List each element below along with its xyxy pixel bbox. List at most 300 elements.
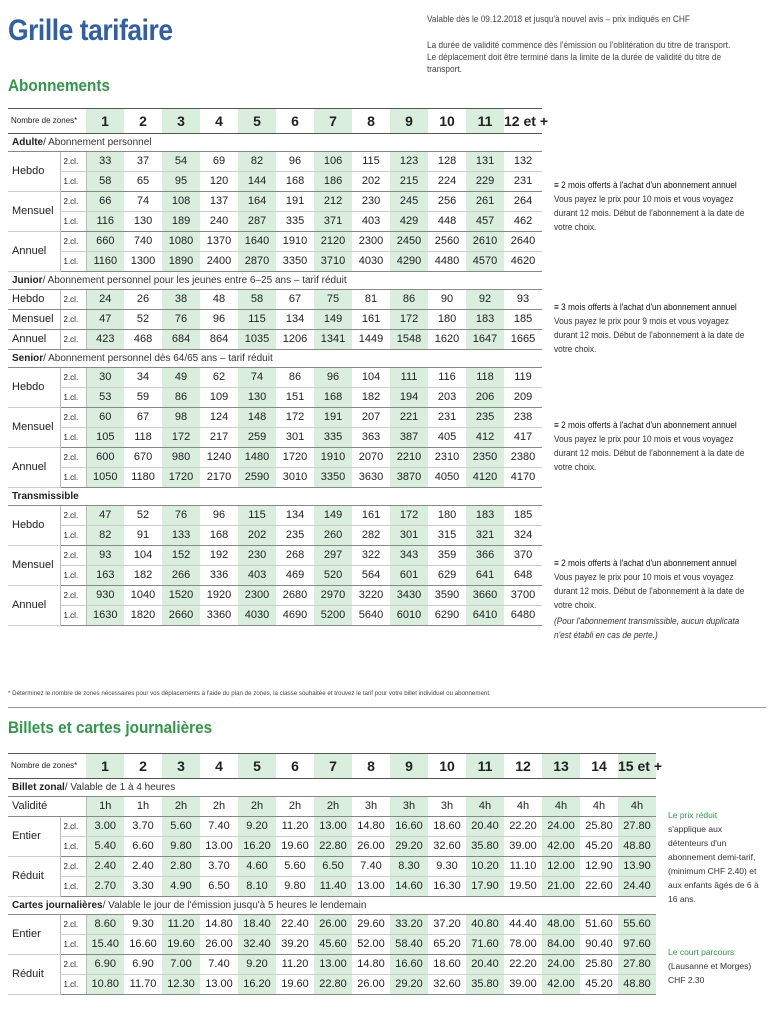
price-cell: 235: [276, 526, 314, 546]
price-cell: 403: [352, 212, 390, 232]
class-label: 2.cl.: [60, 915, 86, 935]
table-row: [8, 172, 542, 192]
price-cell: 172: [390, 506, 428, 526]
price-cell: 11.10: [504, 857, 542, 877]
price-cell: 29.60: [352, 915, 390, 935]
price-cell: 2680: [276, 586, 314, 606]
price-cell: 16.20: [238, 975, 276, 995]
validity-cell: 4h: [618, 797, 656, 817]
price-cell: 168: [276, 172, 314, 192]
price-cell: 11.70: [124, 975, 162, 995]
price-cell: 128: [428, 152, 466, 172]
price-cell: 2560: [428, 232, 466, 252]
table-row: [8, 310, 542, 330]
price-cell: 1548: [390, 330, 428, 350]
price-cell: 3220: [352, 586, 390, 606]
class-label: 2.cl.: [60, 586, 86, 606]
price-cell: 301: [276, 428, 314, 448]
price-cell: 3630: [352, 468, 390, 488]
row-label: Réduit: [8, 955, 60, 995]
price-cell: 3700: [504, 586, 542, 606]
zone-header: 7: [314, 754, 352, 779]
zone-header: 13: [542, 754, 580, 779]
price-cell: 111: [390, 368, 428, 388]
price-cell: 52.00: [352, 935, 390, 955]
price-cell: 207: [352, 408, 390, 428]
zone-header: 8: [352, 109, 390, 134]
price-cell: 3350: [276, 252, 314, 272]
price-cell: 11.20: [276, 955, 314, 975]
price-cell: 1910: [314, 448, 352, 468]
short-note-text: (Lausanne et Morges) CHF 2.30: [668, 961, 752, 985]
price-cell: 3.00: [86, 817, 124, 837]
table-row: [8, 586, 542, 606]
price-cell: 6.90: [124, 955, 162, 975]
price-cell: 9.30: [428, 857, 466, 877]
price-cell: 387: [390, 428, 428, 448]
class-label: 1.cl.: [60, 606, 86, 626]
price-cell: 48: [200, 290, 238, 310]
reduced-note-text: s'applique aux détenteurs d'un abonnement demi-tarif, (minimum CHF 2.40) et aux enfants âgés de 6 à 16 ans.: [668, 824, 759, 904]
price-cell: 134: [276, 506, 314, 526]
price-cell: 6480: [504, 606, 542, 626]
category-name: Transmissible: [12, 491, 79, 502]
price-cell: 144: [238, 172, 276, 192]
price-cell: 37: [124, 152, 162, 172]
price-cell: 14.60: [390, 877, 428, 897]
price-cell: 670: [124, 448, 162, 468]
price-cell: 370: [504, 546, 542, 566]
price-cell: 740: [124, 232, 162, 252]
subscriptions-title: Abonnements: [8, 76, 111, 95]
category-name: Senior: [12, 353, 44, 364]
price-cell: 4.90: [162, 877, 200, 897]
price-cell: 641: [466, 566, 504, 586]
price-cell: 6010: [390, 606, 428, 626]
zone-header: 5: [238, 754, 276, 779]
zone-header: 11: [466, 754, 504, 779]
price-cell: 96: [200, 310, 238, 330]
class-label: 2.cl.: [60, 506, 86, 526]
page-title: Grille tarifaire: [8, 14, 173, 47]
price-cell: 164: [238, 192, 276, 212]
subscription-note: [554, 300, 751, 356]
category-description: / Abonnement personnel pour les jeunes entre 6–25 ans – tarif réduit: [42, 275, 347, 286]
validity-note: Valable dès le 09.12.2018 et jusqu'à nouvel avis – prix indiqués en CHF: [427, 14, 690, 24]
price-cell: 149: [314, 310, 352, 330]
price-cell: 2350: [466, 448, 504, 468]
class-label: 2.cl.: [60, 368, 86, 388]
price-cell: 1480: [238, 448, 276, 468]
class-label: 1.cl.: [60, 388, 86, 408]
price-cell: 231: [504, 172, 542, 192]
price-cell: 648: [504, 566, 542, 586]
price-cell: 336: [200, 566, 238, 586]
price-cell: 16.30: [428, 877, 466, 897]
price-cell: 66: [86, 192, 124, 212]
class-label: 1.cl.: [60, 877, 86, 897]
price-cell: 185: [504, 310, 542, 330]
price-cell: 16.20: [238, 837, 276, 857]
price-cell: 423: [86, 330, 124, 350]
price-cell: 4570: [466, 252, 504, 272]
zone-header: 3: [162, 109, 200, 134]
price-cell: 172: [276, 408, 314, 428]
zone-header: 9: [390, 109, 428, 134]
table-row: [8, 915, 656, 935]
price-cell: 161: [352, 506, 390, 526]
price-cell: 601: [390, 566, 428, 586]
price-cell: 1630: [86, 606, 124, 626]
price-cell: 58: [238, 290, 276, 310]
price-cell: 4030: [352, 252, 390, 272]
price-cell: 261: [466, 192, 504, 212]
class-label: 2.cl.: [60, 232, 86, 252]
note-text: Vous payez le prix pour 10 mois et vous voyagez durant 12 mois. Début de l'abonnement à la date de votre choix.: [554, 194, 745, 232]
price-cell: 62: [200, 368, 238, 388]
price-cell: 6.90: [86, 955, 124, 975]
price-cell: 133: [162, 526, 200, 546]
price-cell: 26.00: [352, 837, 390, 857]
note-headline: ≡ 3 mois offerts à l'achat d'un abonnement annuel: [554, 302, 737, 312]
price-cell: 191: [276, 192, 314, 212]
price-cell: 231: [428, 408, 466, 428]
price-cell: 13.90: [618, 857, 656, 877]
price-cell: 86: [390, 290, 428, 310]
price-cell: 4620: [504, 252, 542, 272]
price-cell: 3430: [390, 586, 428, 606]
price-cell: 3.70: [124, 817, 162, 837]
price-cell: 2.80: [162, 857, 200, 877]
price-cell: 45.60: [314, 935, 352, 955]
price-cell: 86: [162, 388, 200, 408]
price-cell: 22.80: [314, 975, 352, 995]
price-cell: 301: [390, 526, 428, 546]
category-header: [8, 488, 542, 506]
price-cell: 371: [314, 212, 352, 232]
zone-header: 6: [276, 109, 314, 134]
price-cell: 12.90: [580, 857, 618, 877]
price-cell: 5200: [314, 606, 352, 626]
note-italic: (Pour l'abonnement transmissible, aucun duplicata n'est établi en cas de perte.): [554, 616, 740, 640]
row-label: Réduit: [8, 857, 60, 897]
price-cell: 27.80: [618, 817, 656, 837]
short-note-headline: Le court parcours: [668, 947, 735, 957]
price-cell: 29.20: [390, 975, 428, 995]
price-cell: 9.80: [162, 837, 200, 857]
zone-header: 10: [428, 754, 466, 779]
price-cell: 96: [200, 506, 238, 526]
price-cell: 13.00: [314, 955, 352, 975]
price-cell: 37.20: [428, 915, 466, 935]
price-cell: 76: [162, 310, 200, 330]
price-cell: 930: [86, 586, 124, 606]
price-cell: 18.60: [428, 817, 466, 837]
zones-header-label: Nombre de zones*: [8, 109, 86, 134]
price-cell: 9.20: [238, 955, 276, 975]
class-label: 1.cl.: [60, 252, 86, 272]
table-row: [8, 526, 542, 546]
class-label: 2.cl.: [60, 448, 86, 468]
price-cell: 18.60: [428, 955, 466, 975]
price-cell: 137: [200, 192, 238, 212]
table-row: [8, 408, 542, 428]
price-cell: 322: [352, 546, 390, 566]
price-cell: 14.80: [352, 955, 390, 975]
class-label: 2.cl.: [60, 152, 86, 172]
price-cell: 10.20: [466, 857, 504, 877]
price-cell: 182: [352, 388, 390, 408]
subscriptions-table: [8, 108, 548, 626]
price-cell: 217: [200, 428, 238, 448]
price-cell: 2.40: [86, 857, 124, 877]
price-cell: 47: [86, 310, 124, 330]
price-cell: 2610: [466, 232, 504, 252]
price-cell: 264: [504, 192, 542, 212]
short-route-note: [668, 945, 764, 987]
table-row: [8, 152, 542, 172]
price-cell: 3870: [390, 468, 428, 488]
note-headline: ≡ 2 mois offerts à l'achat d'un abonnement annuel: [554, 180, 737, 190]
price-cell: 32.60: [428, 975, 466, 995]
category-description: / Abonnement personnel: [43, 137, 152, 148]
price-cell: 1620: [428, 330, 466, 350]
price-cell: 19.60: [276, 975, 314, 995]
price-cell: 35.80: [466, 975, 504, 995]
price-cell: 2640: [504, 232, 542, 252]
row-label: Entier: [8, 817, 60, 857]
price-cell: 96: [276, 152, 314, 172]
price-cell: 33: [86, 152, 124, 172]
note-headline: ≡ 2 mois offerts à l'achat d'un abonnement annuel: [554, 420, 737, 430]
price-cell: 16.60: [124, 935, 162, 955]
row-label: Annuel: [8, 330, 60, 350]
price-cell: 124: [200, 408, 238, 428]
price-cell: 27.80: [618, 955, 656, 975]
category-header: [8, 897, 656, 915]
price-cell: 134: [276, 310, 314, 330]
table-row: [8, 448, 542, 468]
price-cell: 2400: [200, 252, 238, 272]
price-cell: 48.80: [618, 975, 656, 995]
price-cell: 172: [390, 310, 428, 330]
price-cell: 82: [86, 526, 124, 546]
price-cell: 75: [314, 290, 352, 310]
class-label: 2.cl.: [60, 955, 86, 975]
category-header: [8, 134, 542, 152]
price-cell: 403: [238, 566, 276, 586]
price-cell: 22.20: [504, 817, 542, 837]
price-cell: 209: [504, 388, 542, 408]
table-row: [8, 368, 542, 388]
table-row: [8, 428, 542, 448]
category-header: [8, 779, 656, 797]
price-cell: 1080: [162, 232, 200, 252]
price-cell: 115: [352, 152, 390, 172]
price-cell: 1720: [162, 468, 200, 488]
price-cell: 2300: [238, 586, 276, 606]
note-headline: ≡ 2 mois offerts à l'achat d'un abonnement annuel: [554, 558, 737, 568]
price-cell: 48.00: [542, 915, 580, 935]
price-cell: 1640: [238, 232, 276, 252]
price-cell: 81: [352, 290, 390, 310]
reduced-note-headline: Le prix réduit: [668, 810, 718, 820]
price-cell: 22.20: [504, 955, 542, 975]
note-text: Vous payez le prix pour 10 mois et vous voyagez durant 12 mois. Début de l'abonnement à la date de votre choix.: [554, 572, 745, 610]
class-label: 2.cl.: [60, 192, 86, 212]
price-cell: 16.60: [390, 817, 428, 837]
price-cell: 5.40: [86, 837, 124, 857]
price-cell: 259: [238, 428, 276, 448]
category-name: Junior: [12, 275, 43, 286]
price-cell: 26.00: [314, 915, 352, 935]
price-cell: 32.40: [238, 935, 276, 955]
table-row: [8, 975, 656, 995]
price-cell: 26.00: [200, 935, 238, 955]
price-cell: 90: [428, 290, 466, 310]
price-cell: 67: [124, 408, 162, 428]
price-cell: 123: [390, 152, 428, 172]
table-row: [8, 857, 656, 877]
price-cell: 39.00: [504, 837, 542, 857]
price-cell: 468: [124, 330, 162, 350]
price-cell: 9.30: [124, 915, 162, 935]
price-cell: 240: [200, 212, 238, 232]
price-cell: 4290: [390, 252, 428, 272]
price-cell: 282: [352, 526, 390, 546]
price-cell: 45.20: [580, 975, 618, 995]
category-description: / Valable le jour de l'émission jusqu'à 5 heures le lendemain: [102, 900, 367, 911]
price-cell: 6410: [466, 606, 504, 626]
price-cell: 1206: [276, 330, 314, 350]
price-cell: 13.00: [314, 817, 352, 837]
validity-cell: 2h: [200, 797, 238, 817]
category-name: Adulte: [12, 137, 44, 148]
table-row: [8, 837, 656, 857]
class-label: 2.cl.: [60, 546, 86, 566]
price-cell: 32.60: [428, 837, 466, 857]
price-cell: 202: [352, 172, 390, 192]
price-cell: 51.60: [580, 915, 618, 935]
price-cell: 17.90: [466, 877, 504, 897]
price-cell: 24.40: [618, 877, 656, 897]
header-note: [427, 13, 738, 89]
price-cell: 684: [162, 330, 200, 350]
price-cell: 115: [238, 310, 276, 330]
price-cell: 2660: [162, 606, 200, 626]
price-cell: 93: [86, 546, 124, 566]
table-row: [8, 877, 656, 897]
table-row: [8, 935, 656, 955]
price-cell: 1180: [124, 468, 162, 488]
price-cell: 5.60: [276, 857, 314, 877]
zone-header: 10: [428, 109, 466, 134]
row-label: Hebdo: [8, 368, 60, 408]
price-cell: 412: [466, 428, 504, 448]
zone-header: 4: [200, 109, 238, 134]
price-cell: 12.00: [542, 857, 580, 877]
price-cell: 53: [86, 388, 124, 408]
price-cell: 22.40: [276, 915, 314, 935]
duration-note: La durée de validité commence dès l'émission ou l'oblitération du titre de transport. Le déplacement doit être terminé dans la limite de la durée de validité du titre de transport.: [427, 40, 731, 74]
table-row: [8, 252, 542, 272]
price-cell: 58.40: [390, 935, 428, 955]
price-cell: 417: [504, 428, 542, 448]
price-cell: 161: [352, 310, 390, 330]
price-cell: 55.60: [618, 915, 656, 935]
price-cell: 183: [466, 506, 504, 526]
price-cell: 230: [352, 192, 390, 212]
price-cell: 74: [124, 192, 162, 212]
category-name: Cartes journalières: [12, 900, 103, 911]
category-header: [8, 272, 542, 290]
class-label: 1.cl.: [60, 526, 86, 546]
price-cell: 189: [162, 212, 200, 232]
class-label: 2.cl.: [60, 408, 86, 428]
price-cell: 448: [428, 212, 466, 232]
price-cell: 60: [86, 408, 124, 428]
price-cell: 7.40: [200, 955, 238, 975]
price-cell: 34: [124, 368, 162, 388]
price-cell: 13.00: [200, 975, 238, 995]
class-label: 2.cl.: [60, 310, 86, 330]
price-cell: 118: [466, 368, 504, 388]
validity-cell: 3h: [352, 797, 390, 817]
price-cell: 52: [124, 310, 162, 330]
zone-header: 2: [124, 109, 162, 134]
price-cell: 24: [86, 290, 124, 310]
validity-cell: 2h: [314, 797, 352, 817]
price-cell: 115: [238, 506, 276, 526]
zones-header-label: Nombre de zones*: [8, 754, 86, 779]
validity-cell: 2h: [238, 797, 276, 817]
zone-header: 3: [162, 754, 200, 779]
price-cell: 90.40: [580, 935, 618, 955]
price-cell: 10.80: [86, 975, 124, 995]
price-cell: 21.00: [542, 877, 580, 897]
price-cell: 6290: [428, 606, 466, 626]
table-row: [8, 290, 542, 310]
price-cell: 3590: [428, 586, 466, 606]
price-cell: 59: [124, 388, 162, 408]
price-cell: 8.10: [238, 877, 276, 897]
price-cell: 168: [200, 526, 238, 546]
price-cell: 120: [200, 172, 238, 192]
validity-cell: 4h: [466, 797, 504, 817]
price-cell: 2380: [504, 448, 542, 468]
price-cell: 13.00: [200, 837, 238, 857]
row-label: Hebdo: [8, 152, 60, 192]
price-cell: 183: [466, 310, 504, 330]
price-cell: 2120: [314, 232, 352, 252]
class-label: 2.cl.: [60, 330, 86, 350]
row-label: Hebdo: [8, 506, 60, 546]
price-cell: 26: [124, 290, 162, 310]
footnote: * Déterminez le nombre de zones nécessaires pour vos déplacements à l'aide du plan de zones, la classe souhaitée et trouvez le tarif pour votre billet individuel ou abonnement.: [8, 690, 491, 697]
price-cell: 26.00: [352, 975, 390, 995]
price-cell: 1341: [314, 330, 352, 350]
price-cell: 229: [466, 172, 504, 192]
subscription-note: [554, 556, 751, 642]
table-row: [8, 606, 542, 626]
price-cell: 5.60: [162, 817, 200, 837]
price-cell: 366: [466, 546, 504, 566]
category-description: / Abonnement personnel dès 64/65 ans – tarif réduit: [43, 353, 273, 364]
price-cell: 48.80: [618, 837, 656, 857]
zone-header: 6: [276, 754, 314, 779]
price-cell: 58: [86, 172, 124, 192]
price-cell: 14.80: [200, 915, 238, 935]
